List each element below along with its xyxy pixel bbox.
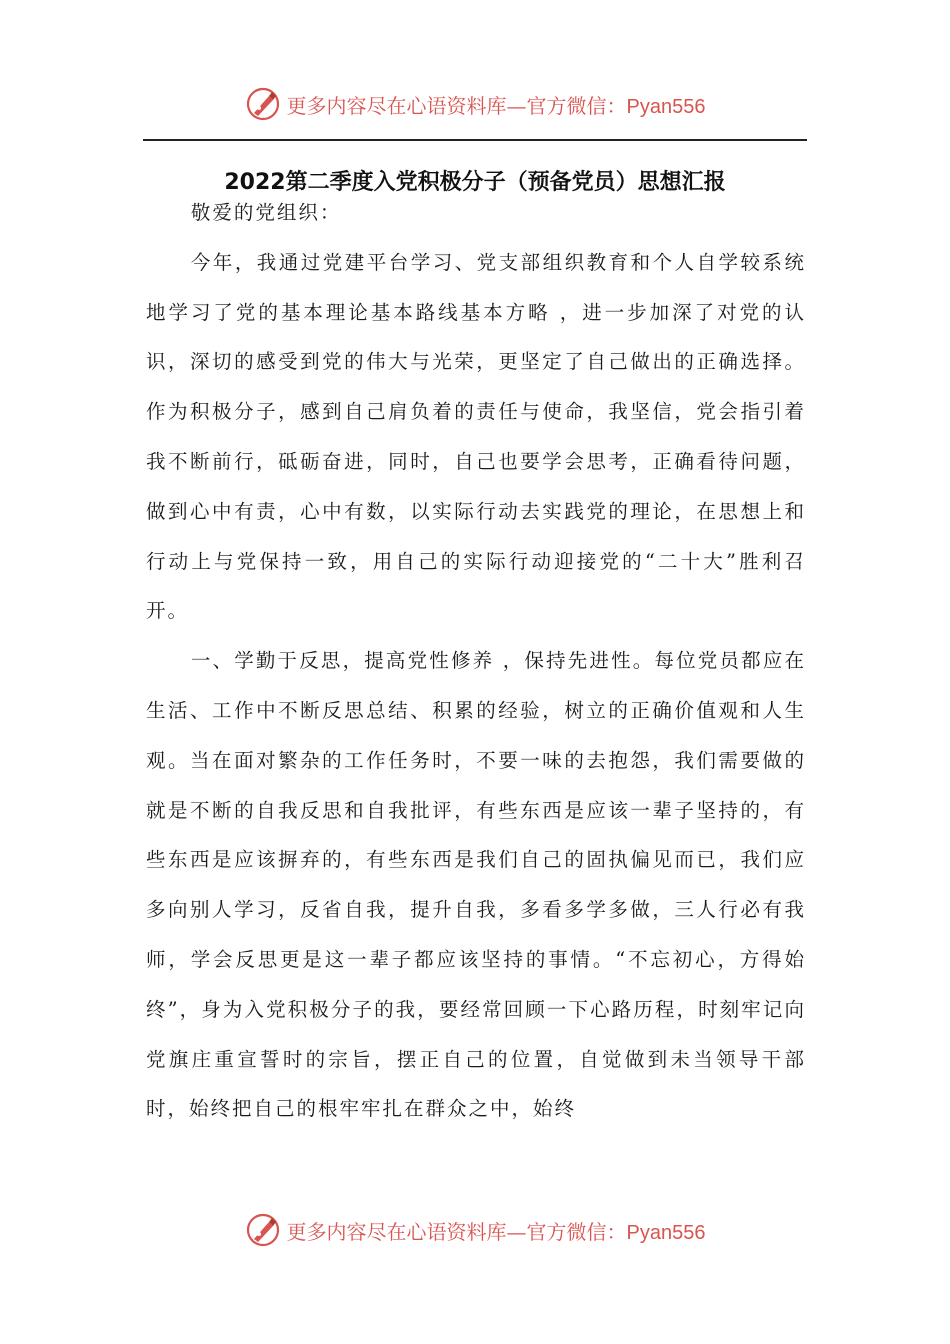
pen-seal-logo-icon xyxy=(245,86,281,122)
footer-banner xyxy=(0,1208,950,1252)
pen-seal-logo-icon xyxy=(245,1212,281,1248)
header-divider xyxy=(143,139,807,141)
footer-banner-text: 更多内容尽在心语资料库—官方微信：Pyan556 xyxy=(286,1219,706,1244)
document-title: 2022第二季度入党积极分子（预备党员）思想汇报 xyxy=(224,170,726,195)
paragraph: 一、学勤于反思，提高党性修养 ，保持先进性。每位党员都应在生活、工作中不断反思总结、积累的经验，树立的正确价值观和人生观。当在面对繁杂的工作任务时，不要一味的去抱怨，我们需要做的就是不断的自我反思和自我批评，有些东西是应该一辈子坚持的，有些东西是应该摒弃的，有些东西是我们自己的固执偏见而已，我们应多向别人学习，反省自我，提升自我，多看多学多做，三人行必有我师，学会反思更是这一辈子都应该坚持的事情。“不忘初心，方得始终”，身为入党积极分子的我，要经常回顾一下心路历程，时刻牢记向党旗庄重宣誓时的宗旨，摆正自己的位置，自觉做到未当领导干部时，始终把自己的根牢牢扎在群众之中，始终 xyxy=(146,649,806,1121)
salutation: 敬爱的党组织： xyxy=(190,201,342,224)
header-banner-text: 更多内容尽在心语资料库—官方微信：Pyan556 xyxy=(286,93,706,118)
document-body xyxy=(146,188,806,1134)
paragraph: 今年，我通过党建平台学习、党支部组织教育和个人自学较系统地学习了党的基本理论基本路线基本方略 ，进一步加深了对党的认识，深切的感受到党的伟大与光荣，更坚定了自己做出的正确选择。作为积极分子，感到自己肩负着的责任与使命，我坚信，党会指引着我不断前行，砥砺奋进，同时，自己也要学会思考，正确看待问题，做到心中有责，心中有数，以实际行动去实践党的理论，在思想上和行动上与党保持一致，用自己的实际行动迎接党的“二十大”胜利召开。 xyxy=(146,250,806,623)
header-banner xyxy=(0,82,950,126)
